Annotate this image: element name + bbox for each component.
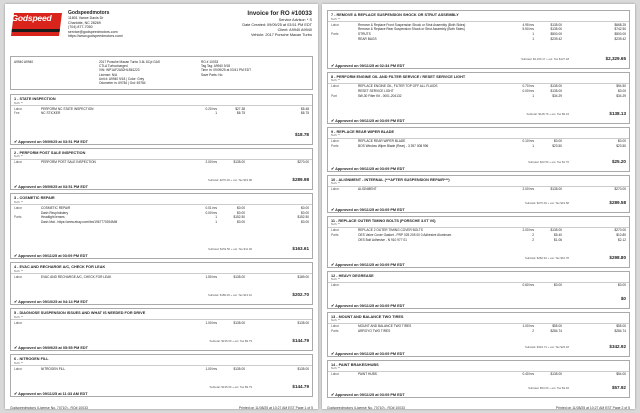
line-item-rate: $135.00 [550,228,562,233]
job-total: $18.78 [294,131,309,137]
job-approval: ✔ Approved on 09/09/25 at 03:51 PM EDT [14,139,88,144]
line-item-description: EVAC AND RECHARGE A/C, CHECK FOR LEAK [41,274,112,279]
job-title: 10 - ALIGNMENT - INTERNAL (***AFTER SUSPENSION REPAIR***) [331,177,450,182]
footer-left: Godspeedmotors (License No. 70710) - RO# 10033 [10,406,88,409]
line-item-rate: $135.00 [550,22,562,27]
job-tech: Tech: ** [331,134,340,138]
job-tech: Tech: ** [14,101,23,105]
job-subtotal: Subtotal: $54.00 + est. Tax $3.92 [528,385,569,390]
job-approval: ✔ Approved on 09/11/25 at 03:09 PM EDT [331,166,405,171]
line-item-description: REPLACE 2 OUTER TIMING COVER BOLTS [358,228,423,233]
line-item-rate: $239.42 [550,36,562,41]
line-item-amount: $135.00 [297,320,309,325]
job-title: 2 - PERFORM POST SALE INSPECTION [14,150,86,155]
checkmark-icon: ✔ [331,63,336,68]
line-item-row [11,160,312,165]
line-item-rate: $135.00 [550,372,562,377]
job-title: 12 - HEAVY DEGREASE [331,273,374,278]
line-item-type: Labor [331,187,340,192]
line-item-amount: $239.42 [614,36,626,41]
job-section [10,148,313,191]
line-item-quantity: 2.00 hrs [205,160,217,165]
job-tech: Tech: ** [14,269,23,273]
line-item-type: Labor [14,160,23,165]
line-item-quantity: 1.50 hrs [205,274,217,279]
job-total: $298.80 [609,254,626,260]
line-item-amount: $668.25 [614,22,626,27]
job-subtotal: Subtotal: $319.74 + est. Tax $23.18 [524,344,569,349]
line-item-description: REAR BAGS [358,36,377,41]
job-title: 7 - REMOVE & REPLACE SUSPENSION SHOCK OR STRUT ASSEMBLY [331,13,459,17]
ro-line: Tag Tag: A9940 9/18 [201,64,231,69]
line-item-amount: $0.00 [301,220,309,225]
line-item-rate: $27.38 [235,106,245,111]
line-item-row [328,37,629,42]
job-section [10,262,313,305]
job-total: $25.20 [611,158,626,164]
job-total: $2,329.65 [605,55,626,61]
line-item-quantity: 0.00 hrs [522,88,534,93]
line-item-description: NITROGEN FILL [41,366,66,371]
line-item-quantity: 0.20 hrs [205,106,217,111]
job-total: $163.61 [292,246,309,252]
line-item-quantity: 2 [532,329,534,334]
line-item-description: Remove & Replace Rear Suspension Shock or Strut Assembly (Both Sides) [358,27,465,32]
line-item-description: REPLACE ENGINE OIL, FILTER TOP OFF ALL FLUIDS [358,84,438,89]
line-item-quantity: 1 [532,143,534,148]
job-title: 6 - NITROGEN FILL [14,357,49,362]
line-item-row [11,321,312,326]
line-item-type: Parts [14,215,22,220]
date-created: Date Created: 09/09/25 at 03:51 PM EDT [242,23,312,27]
job-approval: ✔ Approved on 09/10/25 at 04:14 PM EDT [14,300,88,305]
job-tech: Tech: ** [14,200,23,204]
job-subtotal: Subtotal: $189.00 + est. Tax $13.10 [207,293,252,298]
job-tech: Tech: ** [14,155,23,159]
line-item-type: Labor [331,324,340,329]
job-title: 5 - DIAGNOSE SUSPENSION ISSUES AND WHAT IS NEEDED FOR DRIVE [14,311,146,316]
line-item-quantity: 1.00 hrs [522,324,534,329]
vehicle-line: License: N/A [99,72,118,77]
job-subtotal: Subtotal: $152.50 + est. Tax $11.06 [208,247,252,252]
job-approval: ✔ Approved on 09/11/25 at 03:09 PM EDT [331,351,405,356]
line-item-type: Labor [331,283,340,288]
footer-left: Godspeedmotors (License No. 70710) - RO# 10033 [327,406,405,409]
line-item-amount: $23.50 [616,143,626,148]
vehicle-name: Vehicle: 2017 Porsche Macan Turbo [251,33,312,37]
line-item-rate: $0.00 [554,139,562,144]
line-item-amount: $0.00 [618,88,626,93]
job-section [10,308,313,351]
job-total: $202.70 [292,292,309,298]
job-title: 1 - STATE INSPECTION [14,97,56,101]
line-item-rate: $135.00 [550,27,562,32]
line-item-quantity: 4.95 hrs [522,22,534,27]
checkmark-icon: ✔ [331,207,336,212]
job-title: 9 - REPLACE REAR WIPER BLADE [331,129,395,134]
job-tech: Tech: ** [331,278,340,282]
invoice-title: Invoice for RO #10033 [247,10,312,17]
job-total: $289.98 [292,177,309,183]
line-item-amount: $270.00 [614,228,626,233]
line-item-rate: $135.00 [233,274,245,279]
shop-address: 11801 Vance Davis Dr [68,16,104,20]
line-item-quantity: 0.70 hrs [522,84,534,89]
line-item-row [328,329,629,334]
line-item-row [328,283,629,288]
line-item-type: Part [331,93,337,98]
line-item-rate: $34.29 [552,93,562,98]
line-item-amount: $54.00 [616,372,626,377]
checkmark-icon: ✔ [14,185,19,190]
checkmark-icon: ✔ [331,166,336,171]
job-approval: ✔ Approved on 09/09/25 at 05:55 PM EDT [14,346,88,351]
line-item-rate: $0.00 [237,205,245,210]
client-name: Client: A9940 A9940 [277,28,312,32]
line-item-rate: $0.00 [554,283,562,288]
line-item-row [328,372,629,377]
job-section [327,312,630,357]
job-approval: ✔ Approved on 09/11/25 at 03:09 PM EDT [331,303,405,308]
job-tech: Tech: ** [331,223,340,227]
line-item-quantity: 0.40 hrs [522,372,534,377]
line-item-type: Parts [331,329,339,334]
job-tech: Tech: ** [331,79,340,83]
line-item-quantity: 1 [532,93,534,98]
line-item-quantity: 0.10 hrs [522,139,534,144]
line-item-quantity: 1.00 hrs [205,366,217,371]
job-section [10,94,313,145]
line-item-type: Labor [331,139,340,144]
job-section [327,72,630,124]
line-item-description: STRUTS [358,32,371,37]
line-item-quantity: 1 [215,220,217,225]
line-item-quantity: 1 [215,111,217,116]
customer-name: A9940 A9940 [14,60,34,64]
line-item-rate: $284.74 [550,329,562,334]
job-subtotal: Subtotal: $135.00 + est. Tax $9.79 [209,339,252,344]
job-total: $144.79 [292,383,309,389]
line-item-type: Labor [331,372,340,377]
line-item-amount: $94.50 [616,84,626,89]
job-title: 11 - REPLACE OUTER TIMING BOLTS (PORSCHE 3.0T V6) [331,218,436,223]
line-item-amount: $2.12 [618,237,626,242]
ro-details [201,60,251,77]
line-item-description: Dash Reupholstery [41,210,69,215]
checkmark-icon: ✔ [331,351,336,356]
job-total: $289.58 [609,199,626,205]
line-item-rate: $135.00 [233,160,245,165]
line-item-amount: $742.50 [614,27,626,32]
line-item-amount: $0.00 [301,210,309,215]
checkmark-icon: ✔ [331,303,336,308]
shop-info [68,10,123,39]
job-subtotal: Subtotal: $2,150.17 + est. Tax $127.48 [521,56,569,61]
line-item-quantity: 2.00 hrs [522,187,534,192]
job-title: 8 - PERFORM ENGINE OIL AND FILTER SERVICE / RESET SERVICE LIGHT [331,74,466,79]
job-tech: Tech: ** [14,361,23,365]
invoice-meta [242,10,312,38]
line-item-row [328,238,629,243]
shop-website[interactable]: https://www.godspeedmotors.com/ [68,34,123,39]
line-item-quantity: 0.60 hrs [522,283,534,288]
line-item-type: Parts [331,32,339,37]
shop-email[interactable]: service@godspeedmotors.com [68,29,118,34]
line-item-description: PERFORM NC STATE INSPECTION [41,106,94,111]
line-item-amount: $0.00 [301,205,309,210]
shop-phone: (704) 877-7050 [68,25,93,30]
line-item-type: Labor [331,22,340,27]
line-item-amount: $270.00 [297,160,309,165]
job-section [327,10,630,69]
job-section [327,175,630,213]
footer-right: Printed on 11/08/25 at 10:27 AM EST Page 1 of 5 [238,406,313,409]
job-total: $0 [620,295,626,301]
checkmark-icon: ✔ [14,139,19,144]
job-title: 3 - COSMETIC REPAIR [14,196,55,201]
line-item-amount: $0.00 [618,139,626,144]
job-title: 13 - MOUNT AND BALANCE TWO TIRES [331,314,404,319]
line-item-description: 5W-30 Filter Kit - 0001-204132 [358,93,402,98]
footer-right: Printed on 11/08/25 at 10:27 AM EST Page 2 of 5 [555,406,630,409]
line-item-row [11,275,312,280]
ro-line: RO # 10033 [201,60,219,64]
job-section [10,354,313,397]
line-item-description: OES Bolt Adhesive - N 910 977 01 [358,237,407,242]
invoice-page-2 [322,4,635,409]
line-item-row [11,367,312,372]
job-tech: Tech: ** [331,367,340,371]
line-item-description: PAINT HUBS [358,372,377,377]
line-item-rate: $1.06 [554,237,562,242]
vehicle-line: Odometer in: 69784 | Out: 69784 [99,81,146,86]
job-approval: ✔ Approved on 09/11/25 at 02:34 PM EDT [331,63,405,68]
ro-line: Save Parts: No [201,72,223,77]
job-approval: ✔ Approved on 09/11/25 at 03:09 PM EDT [331,262,405,267]
job-section [327,360,630,398]
line-item-quantity: 2 [532,233,534,238]
job-subtotal: Subtotal: $282.92 + est. Tax $16.78 [524,255,569,260]
line-item-description: MOUNT AND BALANCE TWO TIRES [358,324,412,329]
line-item-quantity: 1 [532,32,534,37]
line-item-row [11,111,312,116]
line-item-rate: $500.00 [550,32,562,37]
vehicle-details [99,60,160,85]
line-item-description: OES Valve Cover Gasket - PRP 025 205 00 0 Adhesive Aluminum [358,233,452,238]
line-item-type: Fee [14,111,20,116]
line-item-row [328,144,629,149]
shop-name: Godspeedmotors [68,10,110,16]
ro-line: Time In: 09/09/25 at 03:51 PM EDT [201,68,252,73]
line-item-rate: $55.00 [552,324,562,329]
line-item-amount: $152.50 [297,215,309,220]
line-item-amount: $0.00 [618,283,626,288]
line-item-description: ALIGNMENT [358,187,377,192]
line-item-rate: $152.50 [233,215,245,220]
line-item-rate: $135.00 [550,84,562,89]
line-item-type: Labor [331,84,340,89]
line-item-quantity: 1 [532,36,534,41]
line-item-rate: $5.40 [554,233,562,238]
line-item-amount: $10.80 [616,233,626,238]
job-title: 14 - PAINT BRAKES/HUBS [331,362,379,367]
line-item-description: NC STICKER [41,111,61,116]
line-item-amount: $6.75 [301,111,309,116]
line-item-amount: $270.00 [614,187,626,192]
line-item-rate: $0.00 [237,210,245,215]
line-item-quantity: 1 [215,215,217,220]
checkmark-icon: ✔ [331,392,336,397]
line-item-description: ARROYO TWO TIRES [358,329,391,334]
invoice-page-1 [5,4,318,409]
job-subtotal: Subtotal: $23.50 + est. Tax $1.70 [528,159,569,164]
job-tech: Tech: ** [331,319,340,323]
job-approval: ✔ Approved on 09/09/25 at 03:51 PM EDT [14,185,88,190]
logo-text: Godspeed [11,13,52,23]
line-item-quantity: 1.00 hrs [205,320,217,325]
line-item-quantity: 0.00 hrs [205,210,217,215]
checkmark-icon: ✔ [14,391,19,396]
line-item-row [328,94,629,99]
checkmark-icon: ✔ [14,346,19,351]
service-advisor: Service Advisor: * S [278,18,312,22]
line-item-description: BOS Window Wiper Blade (Rear) - 3 397 008 996 [358,143,429,148]
line-item-rate: $135.00 [233,320,245,325]
line-item-amount: $500.00 [614,32,626,37]
line-item-quantity: 2 [532,237,534,242]
job-approval: ✔ Approved on 09/11/25 at 11:33 AM EDT [14,391,88,396]
line-item-amount: $55.00 [616,324,626,329]
job-approval: ✔ Approved on 09/11/25 at 03:09 PM EDT [331,207,405,212]
line-item-type: Labor [14,366,23,371]
line-item-rate: $135.00 [233,366,245,371]
job-approval: ✔ Approved on 09/11/25 at 03:09 PM EDT [331,392,405,397]
job-total: $138.13 [609,110,626,116]
line-item-amount: $189.00 [297,274,309,279]
vehicle-line: VIN: WP1AF2A52HLB61223 [99,68,140,73]
vehicle-line: 2017 Porsche Macan Turbo 3.6L 6Cyl GAS [99,60,161,64]
line-item-description: Dash Mat - https://www.ebay.com/itm/1967770394MM [41,220,118,225]
line-item-row [11,220,312,225]
vehicle-line: CTLA Turbocharged [99,64,128,69]
line-item-rate: $23.50 [552,143,562,148]
line-item-quantity: 0.01 hrs [205,205,217,210]
job-title: 4 - EVAC AND RECHARGE A/C, CHECK FOR LEAK [14,265,106,270]
job-approval: ✔ Approved on 09/11/25 at 03:09 PM EDT [331,118,405,123]
invoice-header [5,4,318,50]
job-tech: Tech: ** [331,17,340,21]
job-subtotal: Subtotal: $128.79 + est. Tax $9.34 [526,111,569,116]
line-item-rate: $0.00 [237,220,245,225]
line-item-description: PERFORM POST SALE INSPECTION [41,160,96,165]
line-item-description: REPLACE REAR WIPER BLADE [358,139,406,144]
checkmark-icon: ✔ [14,254,19,259]
line-item-description: COSMETIC REPAIR [41,205,71,210]
line-item-type: Labor [14,320,23,325]
job-section [327,271,630,309]
line-item-rate: $135.00 [550,88,562,93]
job-total: $342.92 [609,343,626,349]
job-section [327,127,630,172]
line-item-amount: $5.48 [301,106,309,111]
line-item-quantity: 5.50 hrs [522,27,534,32]
line-item-type: Parts [331,233,339,238]
job-subtotal: Subtotal: $135.00 + est. Tax $9.79 [209,384,252,389]
line-item-type: Labor [14,205,23,210]
job-tech: Tech: ** [331,182,340,186]
line-item-type: Labor [331,228,340,233]
job-total: $144.79 [292,338,309,344]
line-item-rate: $135.00 [550,187,562,192]
job-approval: ✔ Approved on 09/11/25 at 03:09 PM EDT [14,254,88,259]
line-item-rate: $6.75 [237,111,245,116]
line-item-description: Remove & Replace Front Suspension Shock or Strut Assembly (Both Sides) [358,22,466,27]
line-item-description: Headlight lenses [41,215,65,220]
shop-city: Charlotte, NC 28269 [68,20,101,25]
line-item-row [328,187,629,192]
checkmark-icon: ✔ [14,300,19,305]
customer-vehicle-box [10,56,313,90]
vehicle-line: Unit #: A9940 9/18 | Color: Grey [99,76,145,81]
line-item-type: Labor [14,274,23,279]
line-item-amount: $284.74 [614,329,626,334]
checkmark-icon: ✔ [331,118,336,123]
line-item-description: RESET SERVICE LIGHT [358,88,394,93]
line-item-amount: $34.29 [616,93,626,98]
job-tech: Tech: ** [14,315,23,319]
line-item-type: Labor [14,106,23,111]
line-item-amount: $135.00 [297,366,309,371]
job-subtotal: Subtotal: $270.00 + est. Tax $19.58 [524,200,569,205]
job-section [327,216,630,268]
line-item-type: Parts [331,143,339,148]
checkmark-icon: ✔ [331,262,336,267]
line-item-quantity: 2.00 hrs [522,228,534,233]
job-total: $57.92 [611,384,626,390]
job-section [10,193,313,259]
job-subtotal: Subtotal: $270.00 + est. Tax $19.98 [207,178,252,183]
